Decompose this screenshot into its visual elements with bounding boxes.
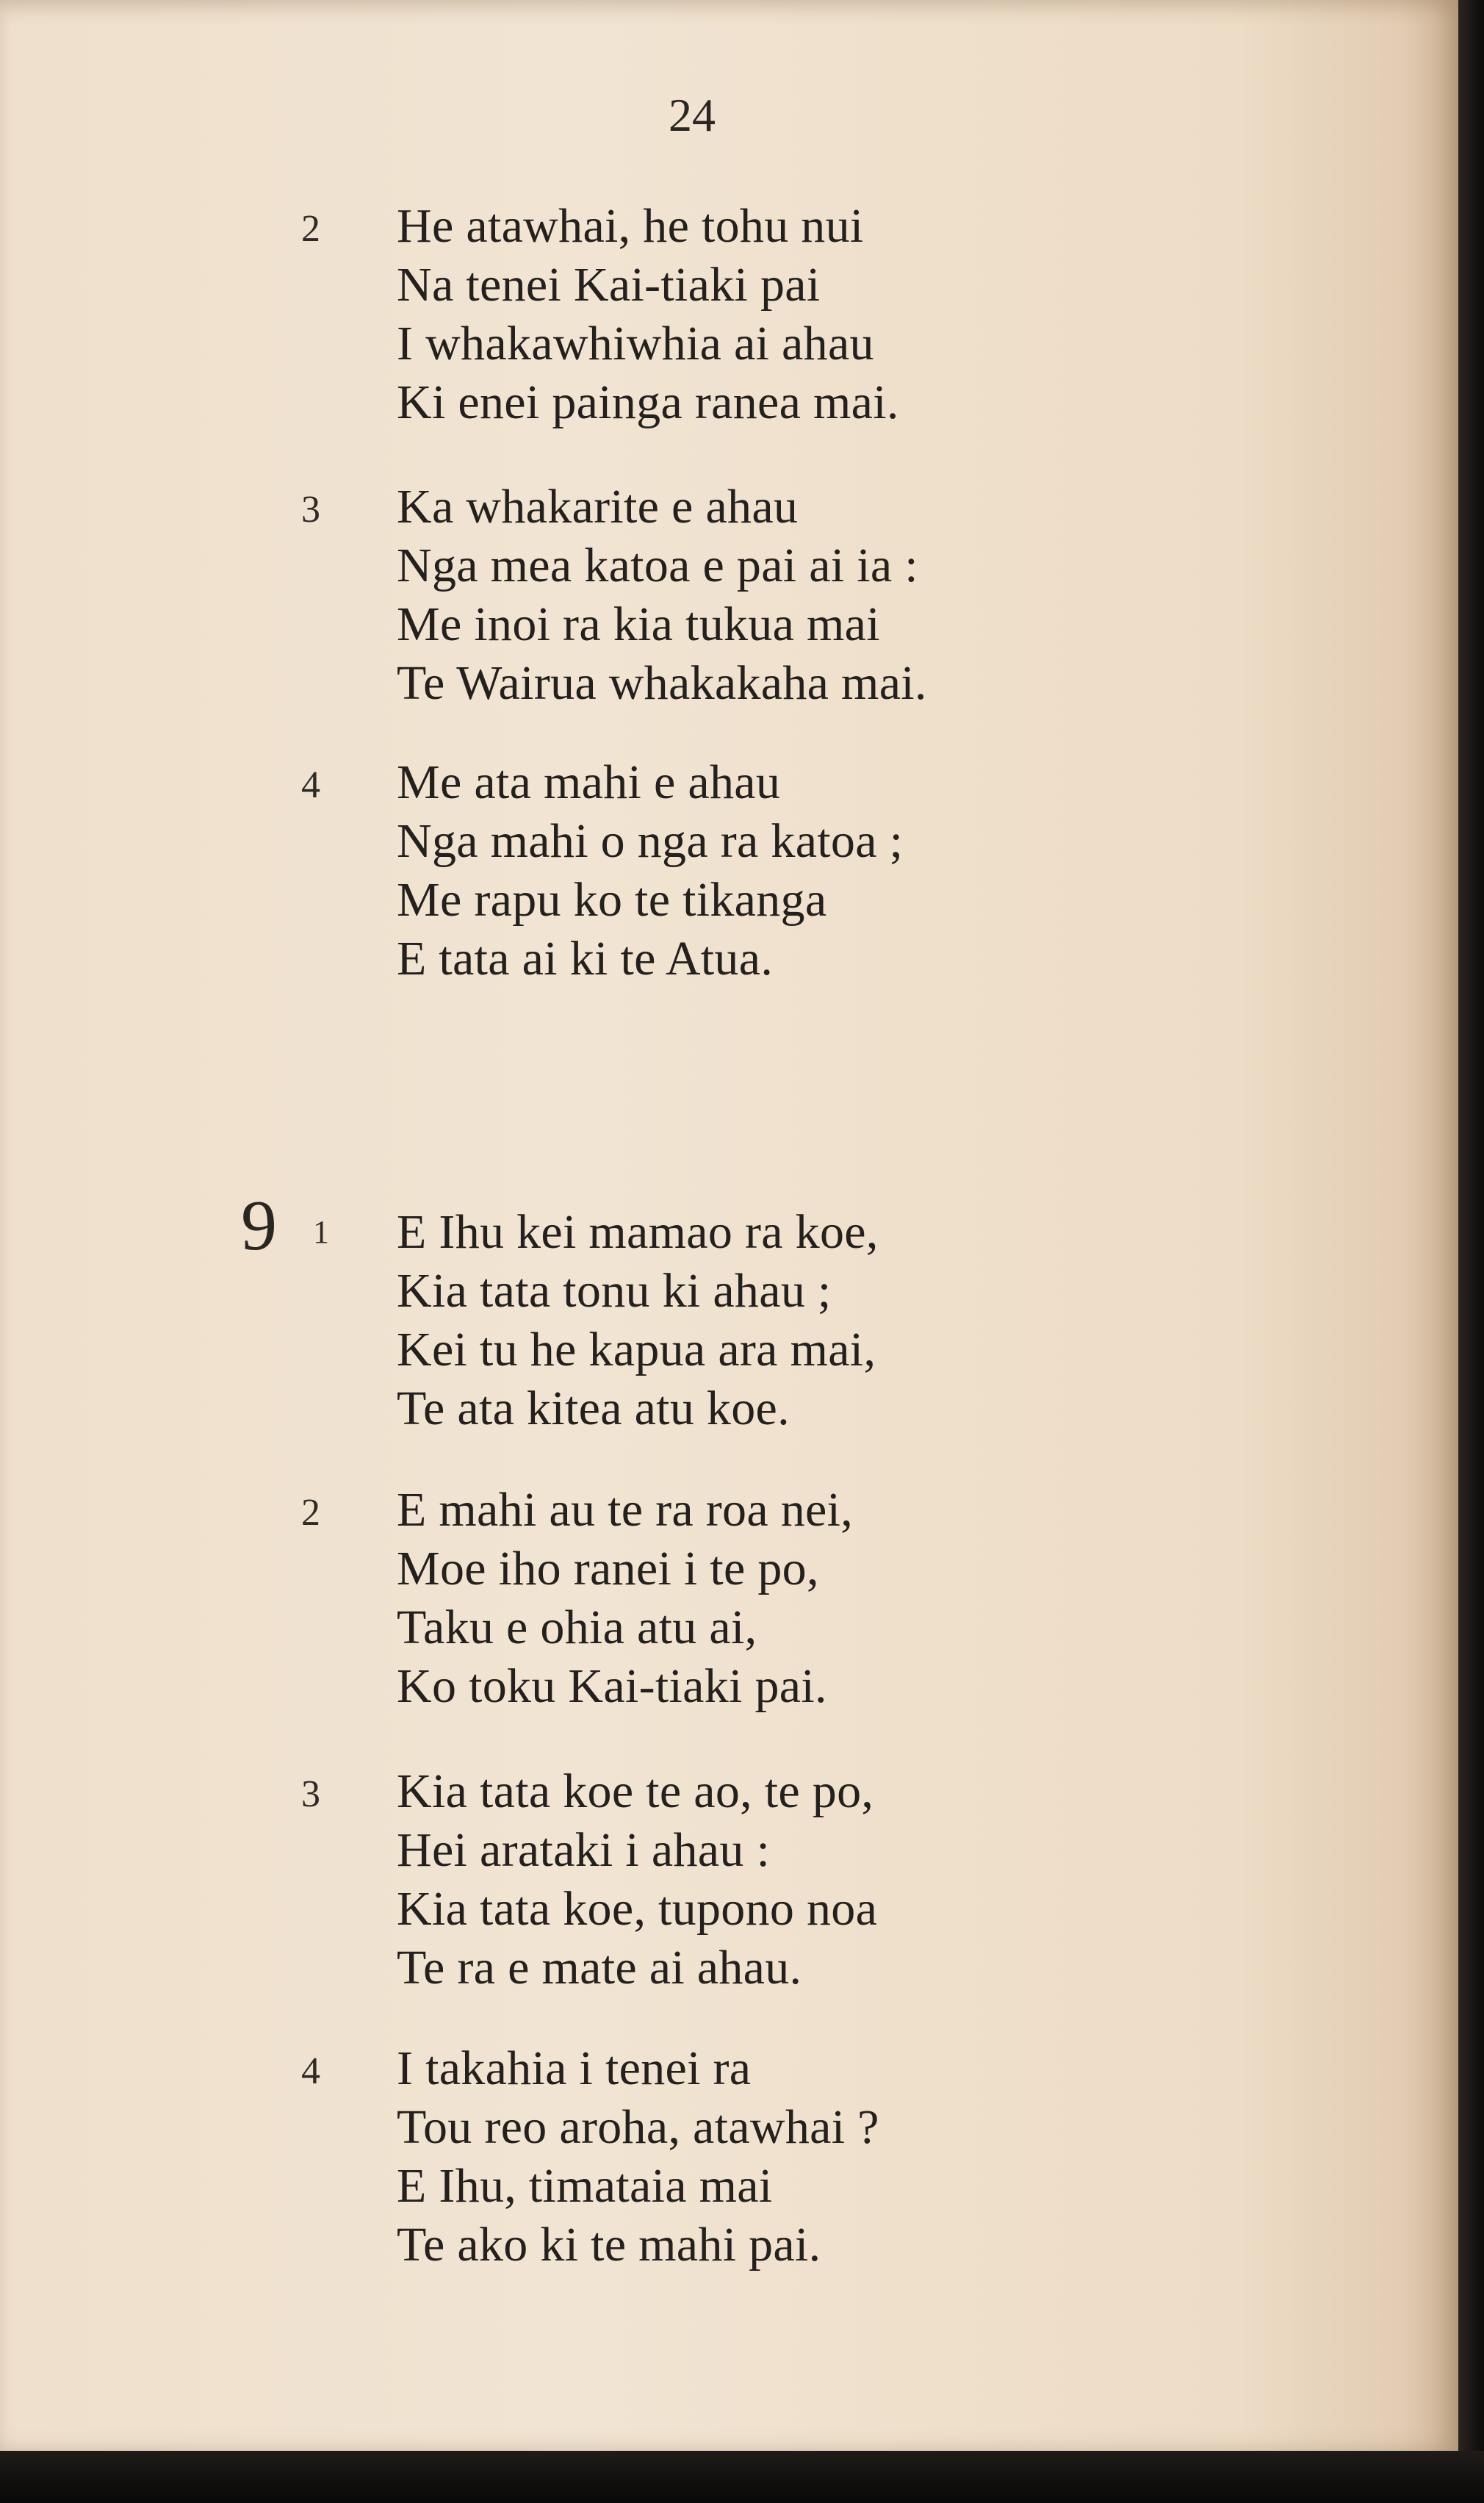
verse-lines xyxy=(397,2039,1278,2274)
verse-number: 4 xyxy=(301,2050,320,2092)
verse-line: I whakawhiwhia ai ahau xyxy=(397,317,874,370)
verse-line: Me ata mahi e ahau xyxy=(397,755,781,809)
verse-number: 4 xyxy=(301,764,320,806)
verse-line: Te Wairua whakakaha mai. xyxy=(397,656,927,710)
verse-line: Ko toku Kai-tiaki pai. xyxy=(397,1659,827,1713)
verse-lines xyxy=(397,478,1278,713)
page-number: 24 xyxy=(669,89,716,141)
verse-line: Me inoi ra kia tukua mai xyxy=(397,597,880,651)
verse-line: Taku e ohia atu ai, xyxy=(397,1601,757,1654)
verse-line: E mahi au te ra roa nei, xyxy=(397,1483,854,1537)
verse-number: 1 xyxy=(313,1214,329,1250)
verse-number: 2 xyxy=(301,208,320,250)
verse-line: Na tenei Kai-tiaki pai xyxy=(397,258,821,312)
verse-line: Kei tu he kapua ara mai, xyxy=(397,1323,876,1376)
verse-line: Te ra e mate ai ahau. xyxy=(397,1941,802,1994)
verse-line: Kia tata tonu ki ahau ; xyxy=(397,1264,832,1318)
verse-lines xyxy=(397,1203,1278,1438)
hymn-number: 9 xyxy=(241,1186,277,1265)
verse-line: Hei arataki i ahau : xyxy=(397,1823,771,1877)
verse-number: 3 xyxy=(301,489,320,531)
verse-line: Te ata kitea atu koe. xyxy=(397,1382,790,1435)
verse-line: Ki enei painga ranea mai. xyxy=(397,376,899,429)
bleed-through-text xyxy=(940,1025,1418,1082)
verse-number: 2 xyxy=(301,1492,320,1534)
verse-line: Moe iho ranei i te po, xyxy=(397,1542,819,1595)
verse-line: Tou reo aroha, atawhai ? xyxy=(397,2100,879,2154)
page-edge-shadow xyxy=(1458,0,1484,2503)
verse-line: Ka whakarite e ahau xyxy=(397,480,799,534)
verse-lines xyxy=(397,753,1278,988)
verse-number: 3 xyxy=(301,1773,320,1815)
page-bottom-shadow xyxy=(0,2451,1484,2503)
verse-line: Nga mahi o nga ra katoa ; xyxy=(397,814,904,868)
verse-line: Te ako ki te mahi pai. xyxy=(397,2218,821,2272)
verse-line: Kia tata koe, tupono noa xyxy=(397,1882,878,1936)
verse-line: He atawhai, he tohu nui xyxy=(397,199,864,253)
verse-line: I takahia i tenei ra xyxy=(397,2041,752,2095)
verse-line: E Ihu kei mamao ra koe, xyxy=(397,1205,879,1259)
verse-lines xyxy=(397,1481,1278,1716)
verse-line: E Ihu, timataia mai xyxy=(397,2159,773,2213)
verse-line: E tata ai ki te Atua. xyxy=(397,932,774,985)
verse-line: Me rapu ko te tikanga xyxy=(397,873,827,927)
verse-lines xyxy=(397,1762,1278,1997)
verse-lines xyxy=(397,197,1278,432)
verse-line: Kia tata koe te ao, te po, xyxy=(397,1764,874,1818)
verse-line: Nga mea katoa e pai ai ia : xyxy=(397,539,918,592)
